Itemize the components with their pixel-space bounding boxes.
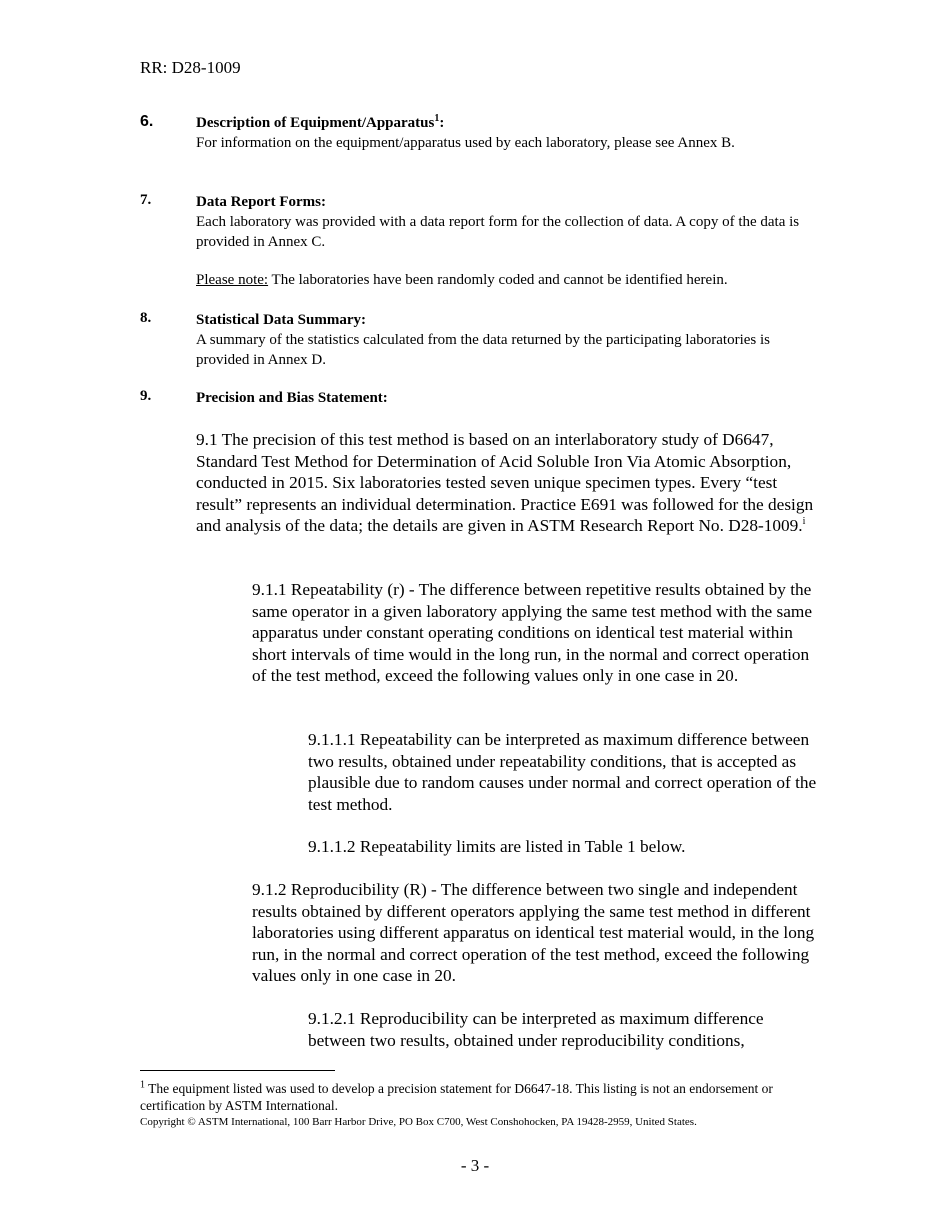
footnote-1: $^1$ The equipment listed was used to develop a precision statement for D6647-18. This listing is not an endorsement or certification by ASTM International. <box>140 1079 773 1113</box>
section-7-body: Each laboratory was provided with a data report form for the collection of data. A copy of the data is provided in Annex C. <box>196 214 800 250</box>
note-label: Please note: <box>196 272 269 288</box>
paragraph-9-1-1-1: 9.1.1.1 Repeatability can be interpreted as maximum difference between two results, obtained under repeatability conditions, that is accepted as plausible due to random causes under normal and correct operation of the test method. <box>308 730 817 814</box>
section-7-note <box>196 270 816 290</box>
footnote-ref-1: 1 <box>434 113 440 124</box>
endnote-ref-i: i <box>802 516 806 528</box>
section-8 <box>196 310 816 370</box>
section-9 <box>196 388 816 408</box>
paragraph-9-1-1: 9.1.1 Repeatability (r) - The difference between repetitive results obtained by the same operator in a given laboratory applying the same test method with the same apparatus under constant operating conditions on identical test material within short intervals of time would in the long run, in the normal and correct operation of the test method, exceed the following values only in one case in 20. <box>252 580 813 685</box>
section-8-number: 8. <box>140 310 152 326</box>
footnote-divider <box>140 1070 335 1071</box>
paragraph-9-1-2-1: 9.1.2.1 Reproducibility can be interpreted as maximum difference between two results, obtained under reproducibility conditions, <box>308 1009 764 1050</box>
section-7-number: 7. <box>140 192 152 208</box>
page-number: - 3 - <box>460 1156 490 1175</box>
report-id-header: RR: D28-1009 <box>140 58 241 77</box>
note-text: The laboratories have been randomly coded and cannot be identified herein. <box>268 272 728 288</box>
paragraph-9-1-1-2: 9.1.1.2 Repeatability limits are listed in Table 1 below. <box>308 837 686 856</box>
paragraph-9-1-2: 9.1.2 Reproducibility (R) - The difference between two single and independent results obtained by different operators applying the same test method in different laboratories using different apparatus on identical test material would, in the long run, in the normal and correct operation of the test method, exceed the following values only in one case in 20. <box>252 880 815 985</box>
section-6-body: For information on the equipment/apparatus used by each laboratory, please see Annex B. <box>196 135 735 151</box>
section-7 <box>196 192 816 252</box>
section-6-number: 6. <box>140 113 154 130</box>
footnote-marker: 1 <box>140 1079 145 1091</box>
paragraph-9-1: 9.1 The precision of this test method is based on an interlaboratory study of D6647, Standard Test Method for Determination of Acid Soluble Iron Via Atomic Absorption, conducted in 2015. Six laboratories tested seven unique specimen types. Every “test result” represents an individual determination. Practice E691 was followed for the design and analysis of the data; the details are given in ASTM Research Report No. D28-1009.$^i$ <box>196 430 814 535</box>
section-9-title: Precision and Bias Statement: <box>196 390 388 406</box>
section-8-body: A summary of the statistics calculated from the data returned by the participating laboratories is provided in Annex D. <box>196 332 770 368</box>
section-8-title: Statistical Data Summary: <box>196 312 366 328</box>
section-7-title: Data Report Forms: <box>196 194 326 210</box>
section-6 <box>196 113 816 153</box>
copyright-notice: Copyright © ASTM International, 100 Barr Harbor Drive, PO Box C700, West Conshohocken, PA 19428-2959, United States. <box>140 1116 697 1128</box>
section-9-number: 9. <box>140 388 152 404</box>
section-6-title: Description of Equipment/Apparatus$^1$: <box>196 113 445 131</box>
